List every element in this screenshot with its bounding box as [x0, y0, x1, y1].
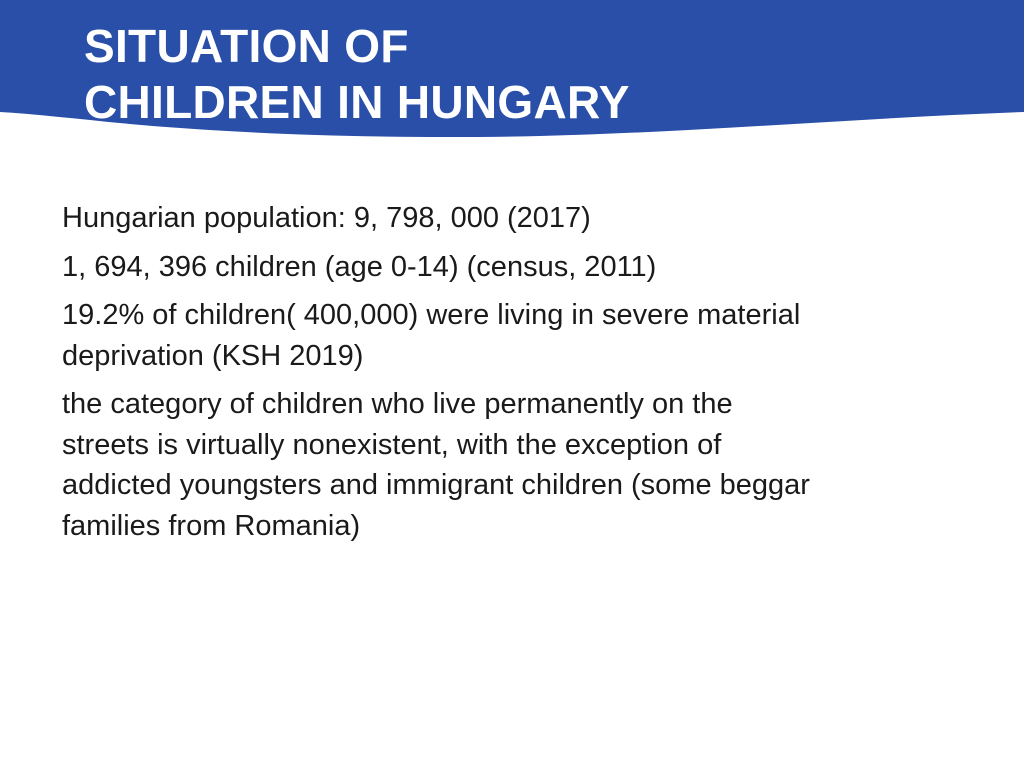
- bullet-population: Hungarian population: 9, 798, 000 (2017): [62, 202, 591, 234]
- bullet-deprivation: 19.2% of children( 400,000) were living in severe material deprivation (KSH 2019): [62, 299, 801, 372]
- slide-title-line-2: CHILDREN IN HUNGARY: [84, 76, 630, 128]
- bullet-street-children: the category of children who live permanently on the streets is virtually nonexistent, with the exception of addicted youngsters and immigrant children (some beggar families from Romania): [62, 388, 810, 542]
- bullet-children-count: 1, 694, 396 children (age 0-14) (census, 2011): [62, 250, 657, 283]
- bullet-list: [62, 198, 822, 554]
- slide-title: [84, 18, 630, 130]
- slide-title-line-1: SITUATION OF: [84, 20, 409, 72]
